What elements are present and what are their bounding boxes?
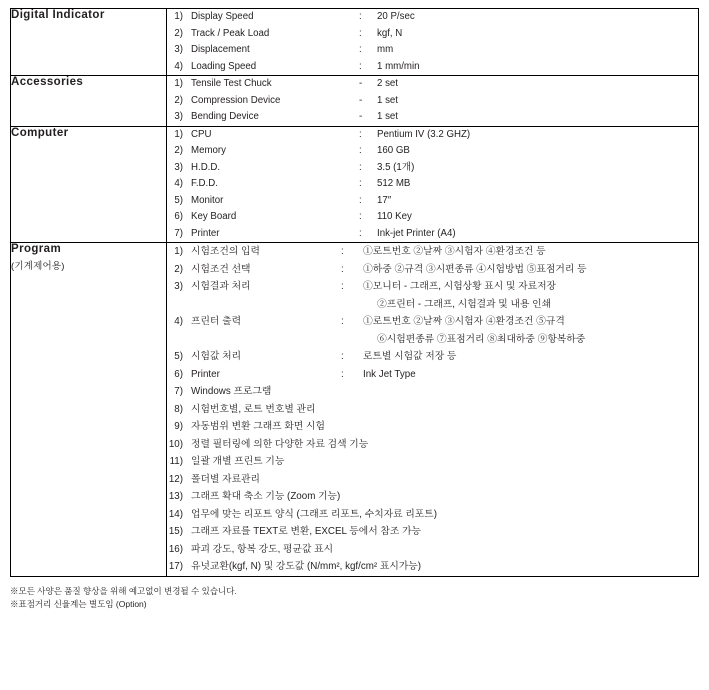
row-separator: : [359,161,362,173]
spec-row [167,558,698,576]
row-name: Bending Device [191,111,259,122]
spec-row [167,418,698,436]
row-number: 4) [174,60,183,72]
spec-row [167,26,698,43]
spec-row [167,471,698,489]
row-value: 2 set [377,78,399,89]
row-value: 로트별 시험값 저장 등 [363,351,457,362]
row-name: 파괴 강도, 항복 강도, 평균값 표시 [191,543,334,555]
row-value: kgf, N [377,27,403,39]
row-number: 1) [174,11,183,22]
footnotes [10,585,699,611]
row-value: 1 mm/min [377,60,420,72]
row-number: 16) [168,543,183,555]
spec-row [167,541,698,559]
row-name: F.D.D. [191,178,218,189]
spec-row [167,76,698,93]
row-separator: : [341,246,344,257]
row-number: 1) [174,128,183,140]
row-number: 14) [168,508,183,520]
row-number: 12) [168,473,183,485]
row-name: CPU [191,128,212,140]
row-name: Tensile Test Chuck [191,78,272,89]
section-title: Accessories [11,76,84,88]
row-number: 5) [174,351,183,362]
spec-row [167,523,698,541]
row-name: Loading Speed [191,60,257,72]
row-number: 13) [168,491,183,502]
row-number: 7) [174,386,183,397]
row-value: ⑥시험편종류 ⑦표점거리 ⑧최대하중 ⑨항복하중 [377,333,586,345]
spec-row [167,9,698,26]
row-number: 3) [174,111,183,122]
row-value: 20 P/sec [377,11,415,22]
spec-row-list [167,76,698,126]
row-number: 15) [168,526,183,537]
row-number: 4) [174,178,183,189]
section-title: Program [11,243,62,255]
section-label-cell [11,126,167,243]
row-separator: : [341,316,344,327]
footnote-item: ※모든 사양은 품질 향상을 위해 예고없이 변경될 수 있습니다. [10,585,237,596]
row-name: 유넛교환(kgf, N) 및 강도값 (N/mm², kgf/cm² 표시가능) [191,561,422,572]
row-name: 시험조건의 입력 [191,246,260,257]
row-name: 정렬 필터링에 의한 다양한 자료 검색 기능 [191,438,369,450]
row-separator: : [341,351,344,362]
row-number: 3) [174,44,183,55]
spec-row-list [167,9,698,75]
row-value: 512 MB [377,178,411,189]
row-separator: : [359,128,362,140]
spec-row [167,143,698,160]
row-number: 17) [168,561,183,572]
row-separator: : [341,281,344,292]
row-name: 그래프 자료를 TEXT로 변환, EXCEL 등에서 참조 가능 [191,526,421,537]
row-name: 일괄 개별 프린트 기능 [191,456,285,467]
table-row [11,76,699,127]
row-value: 1 set [377,111,399,122]
row-number: 3) [174,281,183,292]
row-separator: : [359,44,362,55]
row-value: 1 set [377,94,399,106]
spec-table-body [11,9,699,577]
row-name: H.D.D. [191,161,221,173]
spec-row [167,488,698,506]
row-separator: - [359,111,363,122]
row-name: Displacement [191,44,250,55]
section-label-cell [11,76,167,127]
row-value: mm [377,44,394,55]
row-name: Track / Peak Load [191,27,270,39]
section-title: Computer [11,126,69,139]
row-value: ①로트번호 ②날짜 ③시험자 ④환경조건 등 [363,246,546,257]
spec-row [167,127,698,144]
row-value: 110 Key [377,211,412,222]
spec-row-continuation [167,331,698,349]
row-separator: : [359,211,362,222]
row-value: 3.5 (1개) [377,161,415,173]
section-label-cell [11,243,167,577]
section-content-cell [167,243,699,577]
spec-row [167,313,698,331]
table-row [11,243,699,577]
row-name: 시험값 처리 [191,351,242,362]
row-indent [167,296,377,314]
row-value: Ink Jet Type [363,368,416,380]
row-name: Display Speed [191,11,254,22]
spec-row [167,109,698,126]
row-value: ①로트번호 ②날짜 ③시험자 ④환경조건 ⑤규격 [363,316,565,327]
row-number: 5) [174,194,183,206]
section-label-cell [11,9,167,76]
row-number: 6) [174,211,183,222]
spec-row [167,506,698,524]
spec-row [167,226,698,243]
spec-row [167,59,698,76]
row-name: 업무에 맞는 리포트 양식 (그래프 리포트, 수치자료 리포트) [191,508,437,520]
spec-row-continuation [167,296,698,314]
row-number: 2) [174,263,183,275]
row-name: Printer [191,368,220,380]
table-row [11,9,699,76]
row-separator: : [341,368,344,380]
row-value: Pentium IV (3.2 GHZ) [377,128,471,140]
spec-row [167,278,698,296]
spec-row [167,176,698,193]
section-content-cell [167,76,699,127]
row-name: Windows 프로그램 [191,386,272,397]
section-subtitle: (기계제어용) [11,261,65,272]
row-number: 3) [174,161,183,173]
section-content-cell [167,9,699,76]
row-name: 자동범위 변환 그래프 화면 시험 [191,421,325,432]
spec-row [167,348,698,366]
row-value: ②프린터 - 그래프, 시험결과 및 내용 인쇄 [377,298,552,310]
table-row [11,126,699,243]
row-separator: : [359,227,362,239]
section-title: Digital Indicator [11,9,105,21]
row-separator: : [341,263,344,275]
row-value: 160 GB [377,145,410,156]
spec-row [167,261,698,279]
row-name: 시험번호별, 로트 번호별 관리 [191,403,316,415]
row-name: 프린터 출력 [191,316,242,327]
row-number: 2) [174,94,183,106]
row-name: Key Board [191,211,237,222]
row-number: 4) [174,316,183,327]
row-indent [167,331,377,349]
row-number: 6) [174,368,183,380]
row-separator: : [359,27,362,39]
row-separator: : [359,60,362,72]
row-separator: : [359,145,362,156]
specification-table [10,8,699,577]
spec-row [167,366,698,384]
row-value: ①모니터 - 그래프, 시험상황 표시 및 자료저장 [363,281,556,292]
spec-row [167,436,698,454]
row-number: 7) [174,227,183,239]
row-separator: - [359,94,363,106]
row-separator: - [359,78,363,89]
row-number: 10) [168,438,183,450]
spec-row-list [167,127,698,243]
spec-row [167,93,698,110]
row-number: 2) [174,145,183,156]
spec-row-list [167,243,698,576]
row-number: 1) [174,246,183,257]
row-name: 그래프 확대 축소 기능 (Zoom 기능) [191,491,341,502]
row-name: 시험조건 선택 [191,263,251,275]
row-number: 11) [169,456,183,467]
row-value: Ink-jet Printer (A4) [377,227,456,239]
row-separator: : [359,194,362,206]
row-separator: : [359,11,362,22]
spec-row [167,160,698,177]
spec-row [167,193,698,210]
row-value: ①하중 ②규격 ③시편종류 ④시험방법 ⑤표점거리 등 [363,263,587,275]
row-name: Printer [191,227,220,239]
row-number: 2) [174,27,183,39]
spec-row [167,401,698,419]
row-number: 9) [174,421,183,432]
row-name: 시험결과 처리 [191,281,251,292]
row-number: 1) [174,78,183,89]
row-name: Compression Device [191,94,281,106]
footnote-item: ※표점거리 신율계는 별도임 (Option) [10,598,147,609]
spec-row [167,209,698,226]
row-name: Monitor [191,194,224,206]
row-separator: : [359,178,362,189]
row-name: 폴더별 자료관리 [191,473,260,485]
spec-row [167,453,698,471]
spec-row [167,42,698,59]
section-content-cell [167,126,699,243]
row-name: Memory [191,145,226,156]
spec-row [167,243,698,261]
row-number: 8) [174,403,183,415]
spec-row [167,383,698,401]
row-value: 17″ [377,194,392,206]
